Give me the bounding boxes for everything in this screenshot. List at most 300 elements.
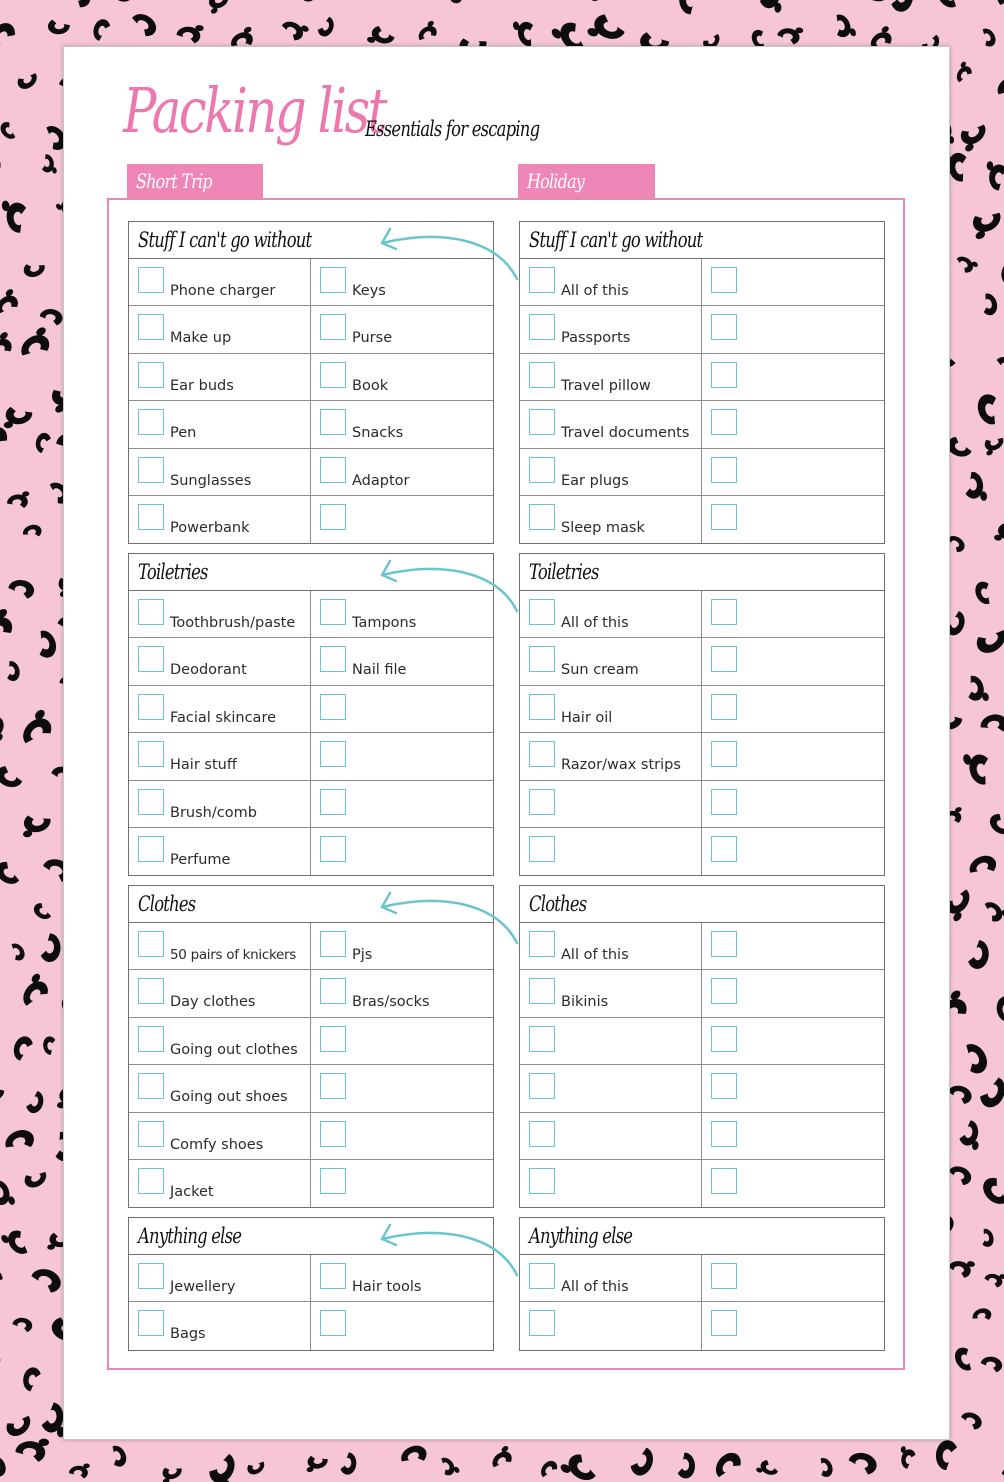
checkbox[interactable] [320,836,346,862]
checkbox[interactable] [320,978,346,1004]
leopard-spot [974,392,1004,428]
leopard-spot [3,659,22,682]
checkbox[interactable] [529,314,555,340]
leopard-spot [586,11,628,46]
checkbox[interactable] [138,694,164,720]
leopard-spot [0,1453,9,1480]
short-trip-clothes-section [128,885,494,1208]
item-label: Nail file [352,662,407,679]
checkbox[interactable] [711,836,737,862]
checkbox[interactable] [138,267,164,293]
leopard-spot [946,1083,974,1105]
leopard-spot [846,1450,879,1476]
checklist-item [129,1113,311,1159]
leopard-spot [980,897,1004,926]
leopard-spot [759,0,784,13]
checklist-item [702,1113,884,1159]
checkbox[interactable] [138,409,164,435]
checklist-row [129,496,493,543]
leopard-spot [11,1034,34,1063]
item-label: Hair tools [352,1279,422,1295]
checklist-item [520,1065,702,1111]
checklist-item [129,259,311,305]
leopard-spot [12,1317,33,1333]
checkbox[interactable] [320,267,346,293]
checklist-item [311,1255,493,1301]
checkbox[interactable] [711,362,737,388]
checklist-item [520,686,702,732]
checklist-item [311,828,493,875]
checkbox[interactable] [529,646,555,672]
leopard-spot [985,0,1004,6]
checkbox[interactable] [711,599,737,625]
item-label: Passports [561,330,631,347]
checklist-row [129,449,493,496]
checkbox[interactable] [138,646,164,672]
section-header [520,554,884,591]
checklist-item [129,401,311,447]
leopard-spot [979,291,1000,317]
checkbox[interactable] [320,1026,346,1052]
short-trip-toiletries-section [128,553,494,876]
checkbox[interactable] [711,457,737,483]
item-label: Purse [352,330,393,347]
checklist-row [520,781,884,828]
checklist-item [520,781,702,827]
checklist-row [129,1018,493,1065]
checkbox[interactable] [320,789,346,815]
checklist-row [520,828,884,875]
checklist-item [520,638,702,684]
leopard-spot [994,72,1004,101]
checklist-item [129,306,311,352]
section-header [129,222,493,259]
item-label: All of this [561,615,629,631]
leopard-spot [22,1166,50,1192]
checklist-item [311,923,493,969]
leopard-spot [0,607,19,648]
checkbox[interactable] [138,1073,164,1099]
section-header [129,886,493,923]
leopard-spot [676,1452,696,1479]
leopard-spot [0,715,8,741]
checklist-item [311,354,493,400]
checklist-row [129,354,493,401]
item-label: Make up [170,330,232,347]
section-title: Clothes [529,892,587,916]
item-label: Brush/comb [170,804,257,821]
checklist-row [129,828,493,875]
checklist-item [702,828,884,875]
leopard-spot [91,17,111,42]
checklist-item [520,496,702,543]
checklist-item [129,970,311,1016]
leopard-spot [414,20,441,46]
checklist-row [520,1113,884,1160]
checklist-row [520,354,884,401]
checklist-item [702,259,884,305]
checkbox[interactable] [138,1168,164,1194]
checklist-item [129,733,311,779]
checkbox[interactable] [711,1073,737,1099]
checkbox[interactable] [320,1121,346,1147]
checkbox[interactable] [320,409,346,435]
checkbox[interactable] [138,1310,164,1336]
checklist-row [129,1302,493,1349]
item-label: Razor/wax strips [561,757,681,774]
leopard-spot [176,24,204,44]
checkbox[interactable] [711,1168,737,1194]
leopard-spot [997,1444,1004,1482]
item-label: Travel documents [561,425,690,442]
leopard-spot [32,628,59,661]
section-title: Anything else [529,1224,633,1248]
leopard-spot [959,1410,985,1432]
leopard-spot [587,0,606,2]
leopard-spot [928,0,963,13]
leopard-spot [159,1462,185,1482]
checklist-item [129,354,311,400]
leopard-spot [69,1463,91,1479]
leopard-spot [15,68,41,93]
checkbox[interactable] [138,1026,164,1052]
checkbox[interactable] [138,457,164,483]
checkbox[interactable] [320,1073,346,1099]
leopard-spot [0,1225,34,1260]
checklist-item [129,449,311,495]
section-title: Toiletries [529,560,599,584]
checkbox[interactable] [138,362,164,388]
checklist-item [129,781,311,827]
leopard-spot [294,0,323,7]
section-title: Stuff I can't go without [138,228,312,252]
leopard-spot [0,331,17,363]
leopard-spot [755,1458,780,1480]
checklist-item [702,306,884,352]
checkbox[interactable] [320,1310,346,1336]
checklist-item [311,970,493,1016]
leopard-spot [19,810,54,838]
checklist-item [129,686,311,732]
leopard-spot [7,940,28,962]
checklist-item [129,1255,311,1301]
checkbox[interactable] [529,694,555,720]
leopard-spot [987,161,1004,190]
checklist-item [520,401,702,447]
leopard-spot [963,470,988,503]
checkbox[interactable] [320,457,346,483]
checkbox[interactable] [529,1310,555,1336]
checkbox[interactable] [529,1263,555,1289]
checklist-item [702,1255,884,1301]
checkbox[interactable] [711,741,737,767]
checkbox[interactable] [711,1026,737,1052]
item-label: Travel pillow [561,377,651,394]
tab-short-trip-label: Short Trip [136,169,212,193]
leopard-spot [0,152,3,174]
checkbox[interactable] [529,741,555,767]
tab-holiday [518,164,655,198]
checklist-item [311,1113,493,1159]
checklist-item [520,1160,702,1207]
checkbox[interactable] [711,978,737,1004]
checklist-row [520,923,884,970]
checkbox[interactable] [529,1168,555,1194]
leopard-spot [986,811,1004,838]
leopard-spot [980,1355,1003,1373]
checklist-item [520,306,702,352]
leopard-spot [25,1089,46,1115]
item-label: Bikinis [561,994,609,1011]
checklist-item [129,591,311,637]
checklist-item [311,1302,493,1349]
checklist-item [129,1018,311,1064]
leopard-spot [966,205,1004,241]
checkbox[interactable] [529,836,555,862]
checkbox[interactable] [711,931,737,957]
item-label: Book [352,377,389,394]
checkbox[interactable] [711,267,737,293]
leopard-spot [21,523,43,541]
leopard-spot [966,851,999,880]
leopard-spot [448,0,465,4]
checkbox[interactable] [320,931,346,957]
checkbox[interactable] [138,504,164,530]
checkbox[interactable] [711,504,737,530]
checklist-item [311,1160,493,1207]
checklist-row [520,1018,884,1065]
leopard-spot [629,1445,657,1479]
checklist-row [129,401,493,448]
leopard-spot [61,0,94,10]
checkbox[interactable] [138,741,164,767]
checklist-item [702,686,884,732]
checklist-row [520,1255,884,1302]
checklist-item [520,1302,702,1349]
item-label: Hair oil [561,709,613,726]
checklist-row [129,1160,493,1207]
checkbox[interactable] [138,931,164,957]
checklist-row [129,1113,493,1160]
checkbox[interactable] [320,314,346,340]
leopard-spot [0,288,23,320]
leopard-spot [110,0,134,4]
checkbox[interactable] [529,362,555,388]
checklist-item [520,449,702,495]
item-label: Sunglasses [170,472,252,489]
checkbox[interactable] [138,599,164,625]
checkbox[interactable] [320,362,346,388]
checklist-item [129,923,311,969]
checkbox[interactable] [138,789,164,815]
leopard-spot [947,1257,975,1279]
leopard-spot [3,1410,35,1441]
checklist-item [129,496,311,543]
item-label: Hair stuff [170,757,237,774]
checklist-row [129,1255,493,1302]
checklist-item [520,1018,702,1064]
item-label: 50 pairs of knickers [170,947,297,963]
leopard-spot [16,708,59,751]
leopard-spot [856,0,893,6]
checkbox[interactable] [529,978,555,1004]
checkbox[interactable] [138,836,164,862]
leopard-spot [955,118,992,153]
checklist-item [520,591,702,637]
checkbox[interactable] [529,931,555,957]
checklist-item [702,638,884,684]
checkbox[interactable] [320,599,346,625]
leopard-spot [711,1448,745,1482]
leopard-spot [792,0,823,1]
checkbox[interactable] [138,1263,164,1289]
leopard-spot [436,1454,460,1480]
checkbox[interactable] [711,409,737,435]
checkbox[interactable] [529,504,555,530]
checkbox[interactable] [711,1263,737,1289]
section-header [129,554,493,591]
checkbox[interactable] [320,646,346,672]
checkbox[interactable] [711,1121,737,1147]
item-label: Snacks [352,425,404,442]
leopard-spot [0,1082,5,1105]
checklist-row [129,970,493,1017]
checklist-item [311,686,493,732]
checkbox[interactable] [320,504,346,530]
checklist-item [702,401,884,447]
leopard-spot [0,120,20,143]
item-label: Bras/socks [352,994,430,1011]
leopard-spot [0,255,2,295]
leopard-spot [538,1458,560,1481]
leopard-spot [2,1126,37,1156]
checklist-item [129,1302,311,1349]
leopard-spot [0,982,4,1023]
checkbox[interactable] [711,314,737,340]
item-label: Toothbrush/paste [170,615,296,631]
tab-short-trip [127,164,263,198]
leopard-spot [953,252,979,277]
checklist-item [702,354,884,400]
leopard-spot [983,1270,1004,1289]
leopard-spot [973,622,1004,658]
item-label: Going out shoes [170,1089,288,1106]
checklist-item [520,970,702,1016]
item-label: All of this [561,1279,629,1295]
leopard-spot [977,1074,1004,1111]
checkbox[interactable] [529,457,555,483]
checklist-item [702,1018,884,1064]
checklist-row [129,591,493,638]
checkbox[interactable] [711,1310,737,1336]
checkbox[interactable] [529,1121,555,1147]
leopard-spot [28,1265,63,1294]
leopard-spot [978,1227,996,1249]
leopard-spot [47,18,70,35]
checkbox[interactable] [320,1263,346,1289]
leopard-spot [968,939,990,970]
checkbox[interactable] [138,978,164,1004]
checkbox[interactable] [529,1073,555,1099]
leopard-spot [979,712,1004,736]
checkbox[interactable] [711,789,737,815]
item-label: Jacket [170,1183,214,1200]
leopard-spot [398,1442,429,1469]
section-header [129,1218,493,1255]
checklist-item [520,923,702,969]
leopard-spot [898,1446,916,1470]
checklist-item [311,1018,493,1064]
leopard-spot [512,17,539,50]
checklist-row [520,496,884,543]
checkbox[interactable] [529,1026,555,1052]
leopard-spot [41,933,61,962]
leopard-spot [106,1443,129,1469]
leopard-spot [995,995,1004,1022]
leopard-spot [977,26,998,49]
leopard-spot [31,901,54,922]
checkbox[interactable] [711,694,737,720]
checkbox[interactable] [320,1168,346,1194]
leopard-spot [958,1119,982,1151]
leopard-spot [980,432,1004,456]
checkbox[interactable] [138,1121,164,1147]
checklist-row [129,781,493,828]
item-label: Deodorant [170,662,247,679]
checklist-row [520,1160,884,1207]
checkbox[interactable] [138,314,164,340]
short-trip-stuff-section [128,221,494,544]
item-label: Day clothes [170,994,256,1011]
checklist-item [702,970,884,1016]
holiday-toiletries-section [519,553,885,876]
leopard-spot [999,260,1004,286]
checkbox[interactable] [711,646,737,672]
item-label: Pen [170,425,197,442]
checkbox[interactable] [529,267,555,293]
leopard-spot [15,326,56,364]
leopard-spot [0,1268,5,1297]
leopard-spot [946,1163,974,1187]
leopard-spot [316,15,336,39]
checkbox[interactable] [529,789,555,815]
checklist-item [129,828,311,875]
leopard-spot [204,0,232,15]
holiday-stuff-section [519,221,885,544]
checklist-row [129,733,493,780]
leopard-spot [399,0,425,2]
checklist-item [520,354,702,400]
checkbox[interactable] [320,694,346,720]
leopard-spot [34,432,51,455]
section-header [520,886,884,923]
leopard-spot [0,857,24,890]
item-label: Facial skincare [170,709,277,726]
checklist-row [520,401,884,448]
checklist-item [520,259,702,305]
checklist-item [702,496,884,543]
leopard-spot [0,1350,1,1370]
checklist-item [129,1160,311,1207]
leopard-spot [128,10,160,40]
leopard-spot [972,579,996,607]
checkbox[interactable] [529,599,555,625]
leopard-spot [0,18,18,54]
checkbox[interactable] [529,409,555,435]
checklist-row [520,638,884,685]
checkbox[interactable] [320,741,346,767]
leopard-spot [42,1036,57,1056]
